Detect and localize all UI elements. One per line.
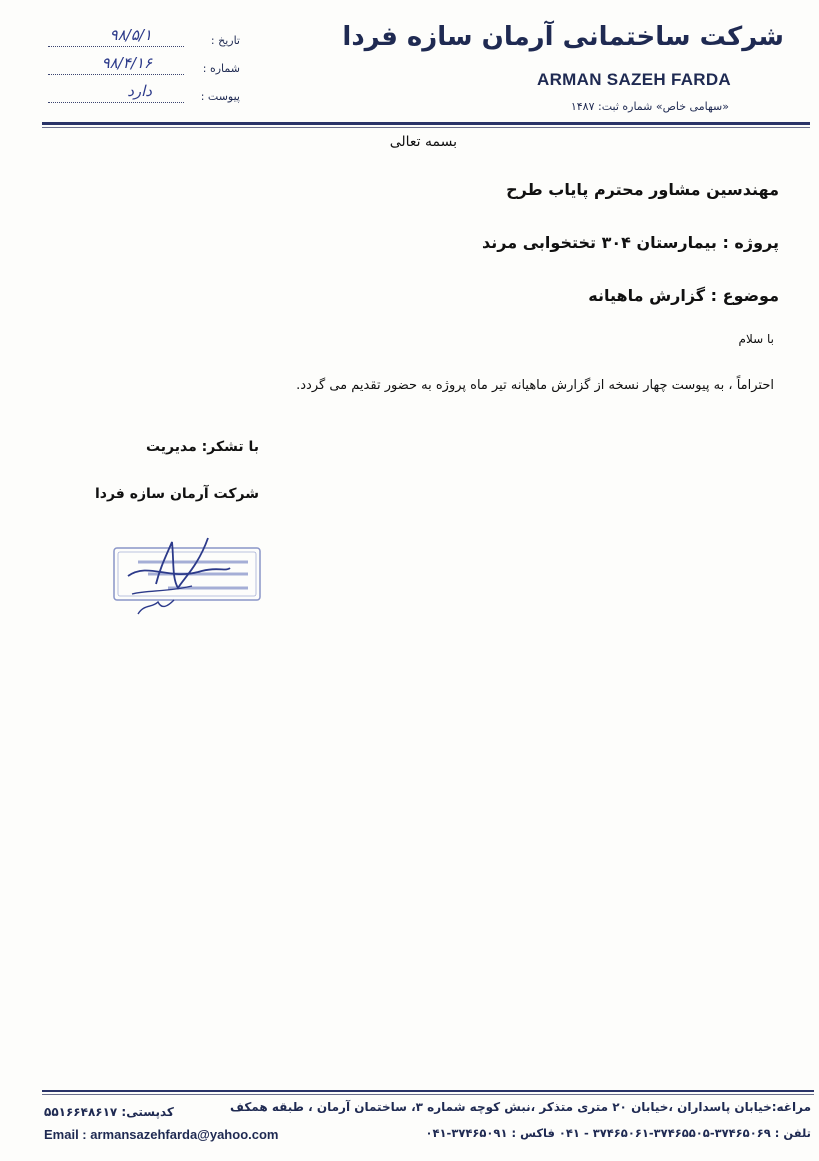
registration-number: «سهامی خاص» شماره ثبت: ۱۴۸۷	[570, 100, 729, 113]
signature-stroke	[138, 600, 174, 614]
subject-line: موضوع : گزارش ماهیانه	[588, 286, 779, 305]
signature-stroke	[132, 586, 192, 594]
project-line: پروژه : بیمارستان ۳۰۴ تختخوابی مرند	[482, 233, 779, 252]
footer-divider	[42, 1090, 814, 1092]
addressee: مهندسین مشاور محترم پایاب طرح	[506, 180, 779, 199]
footer-divider-thin	[42, 1094, 814, 1095]
stamp-and-signature	[108, 532, 268, 618]
date-dotted-line	[48, 46, 184, 47]
attachment-label: پیوست :	[200, 90, 240, 103]
thanks-line: با تشکر: مدیریت	[145, 439, 259, 455]
company-name-en: ARMAN SAZEH FARDA	[537, 70, 731, 89]
signoff-company: شرکت آرمان سازه فردا	[94, 486, 259, 502]
number-dotted-line	[48, 74, 184, 75]
attachment-field	[40, 82, 240, 108]
date-field	[40, 26, 240, 52]
company-name-fa: شرکت ساختمانی آرمان سازه فردا	[342, 22, 784, 52]
attachment-dotted-line	[48, 102, 184, 103]
footer-email: Email : armansazehfarda@yahoo.com	[44, 1127, 279, 1142]
number-label: شماره :	[202, 62, 240, 75]
bismillah: بسمه تعالی	[389, 134, 457, 150]
footer-phones: تلفن : ۳۷۴۶۵۰۶۹-۳۷۴۶۵۵۰۵-۳۷۴۶۵۰۶۱ - ۰۴۱ فاکس : ۳۷۴۶۵۰۹۱-۰۴۱	[425, 1126, 811, 1140]
header-divider-thin	[42, 127, 810, 128]
footer-postal-code: کدپستی: ۵۵۱۶۶۴۸۶۱۷	[44, 1105, 174, 1119]
date-label: تاریخ :	[210, 34, 240, 47]
greeting: با سلام	[738, 332, 774, 346]
footer-address: مراغه:خیابان پاسداران ،خیابان ۲۰ متری متذکر ،نبش کوچه شماره ۳، ساختمان آرمان ، طبقه همکف	[230, 1100, 811, 1114]
body-paragraph: احتراماً ، به پیوست چهار نسخه از گزارش ماهیانه تیر ماه پروژه به حضور تقدیم می گردد.	[296, 378, 774, 393]
header-divider	[42, 122, 810, 125]
date-value: ۹۸/۵/۱	[109, 26, 152, 44]
attachment-value: دارد	[127, 82, 152, 100]
number-value: ۹۸/۴/۱۶	[101, 54, 152, 72]
number-field	[40, 54, 240, 80]
